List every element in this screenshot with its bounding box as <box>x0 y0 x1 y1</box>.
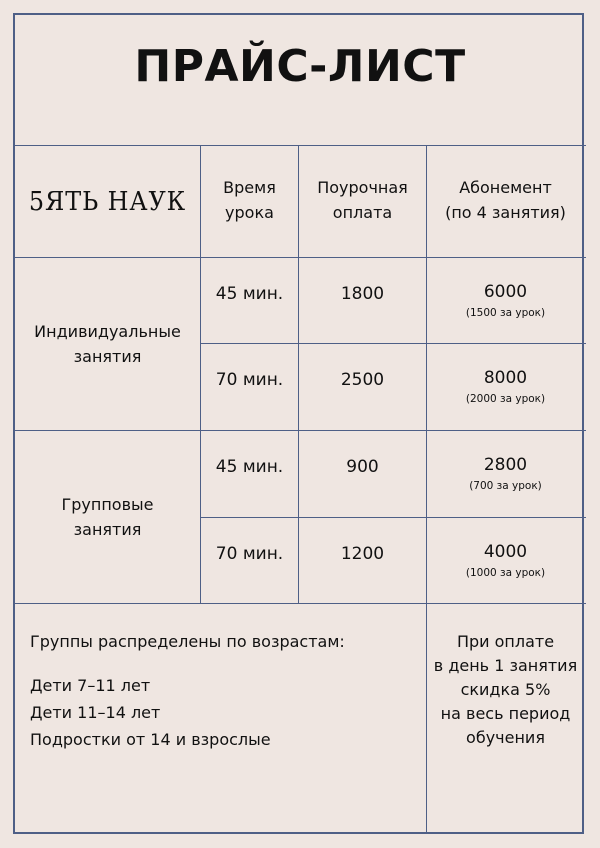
header-subscription-line1: Абонемент <box>459 177 552 197</box>
group-label-line2: занятия <box>73 347 142 366</box>
subscription-note: (700 за урок) <box>469 480 542 492</box>
table-cell-time <box>201 518 298 603</box>
table-cell-price <box>299 258 426 343</box>
table-cell-price <box>299 431 426 517</box>
age-group-item: Дети 7–11 лет <box>30 676 151 695</box>
header-per-lesson <box>299 146 426 257</box>
header-time-line2: урока <box>225 202 274 222</box>
subscription-value: 8000 <box>483 368 528 388</box>
group-label-line1: Групповые <box>61 495 154 514</box>
header-subscription-line2: (по 4 занятия) <box>445 202 566 222</box>
time-value: 45 мин. <box>215 283 284 304</box>
header-time <box>201 146 298 257</box>
header-per-lesson-line1: Поурочная <box>317 177 408 197</box>
subscription-value: 4000 <box>483 541 528 562</box>
brand-cell <box>15 146 200 257</box>
table-cell-subscription <box>427 518 584 603</box>
time-value: 70 мин. <box>215 370 284 390</box>
discount-line: скидка 5% <box>460 680 551 699</box>
group-label-line2: занятия <box>73 520 142 539</box>
table-cell-subscription <box>427 431 584 517</box>
subscription-note: (2000 за урок) <box>465 393 546 405</box>
time-value: 70 мин. <box>215 543 284 564</box>
subscription-note: (1500 за урок) <box>465 306 546 319</box>
price-value: 900 <box>346 457 379 477</box>
subscription-value: 6000 <box>483 281 528 302</box>
price-value: 1200 <box>340 543 385 564</box>
header-time-line1: Время <box>223 177 276 197</box>
price-value: 1800 <box>340 283 385 304</box>
table-cell-price <box>299 344 426 430</box>
table-cell-time <box>201 431 298 517</box>
discount-line: обучения <box>466 728 545 747</box>
header-per-lesson-line2: оплата <box>332 202 393 222</box>
age-group-item: Дети 11–14 лет <box>30 703 161 722</box>
subscription-value: 2800 <box>483 455 528 475</box>
group-label-line1: Индивидуальные <box>34 322 181 341</box>
header-subscription <box>427 146 584 257</box>
discount-line: на весь период <box>440 704 571 723</box>
discount-note <box>427 604 584 774</box>
brand-logo: 5ЯТЬ НАУК <box>28 186 187 217</box>
time-value: 45 мин. <box>215 457 284 477</box>
discount-line: При оплате <box>456 632 555 651</box>
group-label-individual <box>15 258 200 430</box>
page-title: ПРАЙС-ЛИСТ <box>134 40 466 92</box>
group-label-group <box>15 431 200 603</box>
age-groups-intro: Группы распределены по возрастам: <box>30 632 345 651</box>
table-cell-subscription <box>427 344 584 430</box>
discount-line: в день 1 занятия <box>433 656 578 675</box>
subscription-note: (1000 за урок) <box>465 566 546 579</box>
table-cell-price <box>299 518 426 603</box>
age-group-item: Подростки от 14 и взрослые <box>30 730 271 749</box>
table-cell-time <box>201 344 298 430</box>
price-value: 2500 <box>340 370 385 390</box>
table-cell-time <box>201 258 298 343</box>
table-cell-subscription <box>427 258 584 343</box>
age-groups-notes <box>30 632 345 753</box>
